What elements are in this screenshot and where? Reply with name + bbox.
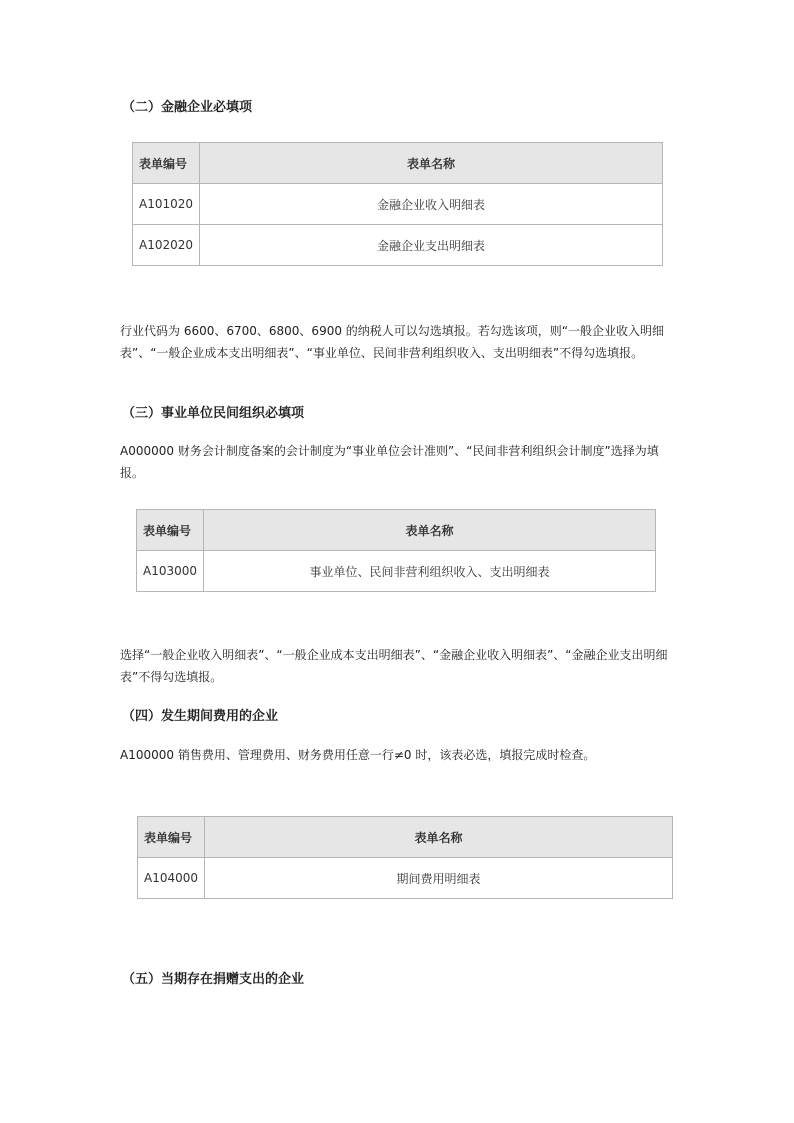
table-row [137,551,656,592]
column-header-code: 表单编号 [138,817,205,858]
section2-note: 行业代码为 6600、6700、6800、6900 的纳税人可以勾选填报。若勾选该项，则“一般企业收入明细表”、“一般企业成本支出明细表”、“事业单位、民间非营利组织收入、支出明细表”不得勾选填报。 [120,324,665,360]
section2-heading: （二）金融企业必填项 [122,100,253,115]
form-code-cell: A103000 [137,551,204,592]
section3-note: 选择“一般企业收入明细表”、“一般企业成本支出明细表”、“金融企业收入明细表”、“金融企业支出明细表”不得勾选填报。 [120,648,668,684]
section2-table [132,142,663,266]
section4-heading: （四）发生期间费用的企业 [122,709,279,724]
section3-intro: A000000 财务会计制度备案的会计制度为“事业单位会计准则”、“民间非营利组织会计制度”选择为填报。 [120,444,659,480]
section3-heading: （三）事业单位民间组织必填项 [122,406,305,421]
table-row [133,225,663,266]
column-header-name: 表单名称 [204,510,656,551]
form-name-cell: 期间费用明细表 [205,858,673,899]
form-name-cell: 金融企业收入明细表 [200,184,663,225]
column-header-code: 表单编号 [137,510,204,551]
form-code-cell: A104000 [138,858,205,899]
section5-heading: （五）当期存在捐赠支出的企业 [122,972,305,987]
form-name-cell: 金融企业支出明细表 [200,225,663,266]
table-row [138,858,673,899]
table-row [133,184,663,225]
column-header-name: 表单名称 [200,143,663,184]
form-code-cell: A101020 [133,184,200,225]
table-header-row [138,817,673,858]
table-header-row [133,143,663,184]
section3-table [136,509,656,592]
column-header-code: 表单编号 [133,143,200,184]
column-header-name: 表单名称 [205,817,673,858]
section4-table [137,816,673,899]
section4-intro: A100000 销售费用、管理费用、财务费用任意一行≠0 时，该表必选，填报完成时检查。 [120,748,596,762]
form-code-cell: A102020 [133,225,200,266]
form-name-cell: 事业单位、民间非营利组织收入、支出明细表 [204,551,656,592]
table-header-row [137,510,656,551]
